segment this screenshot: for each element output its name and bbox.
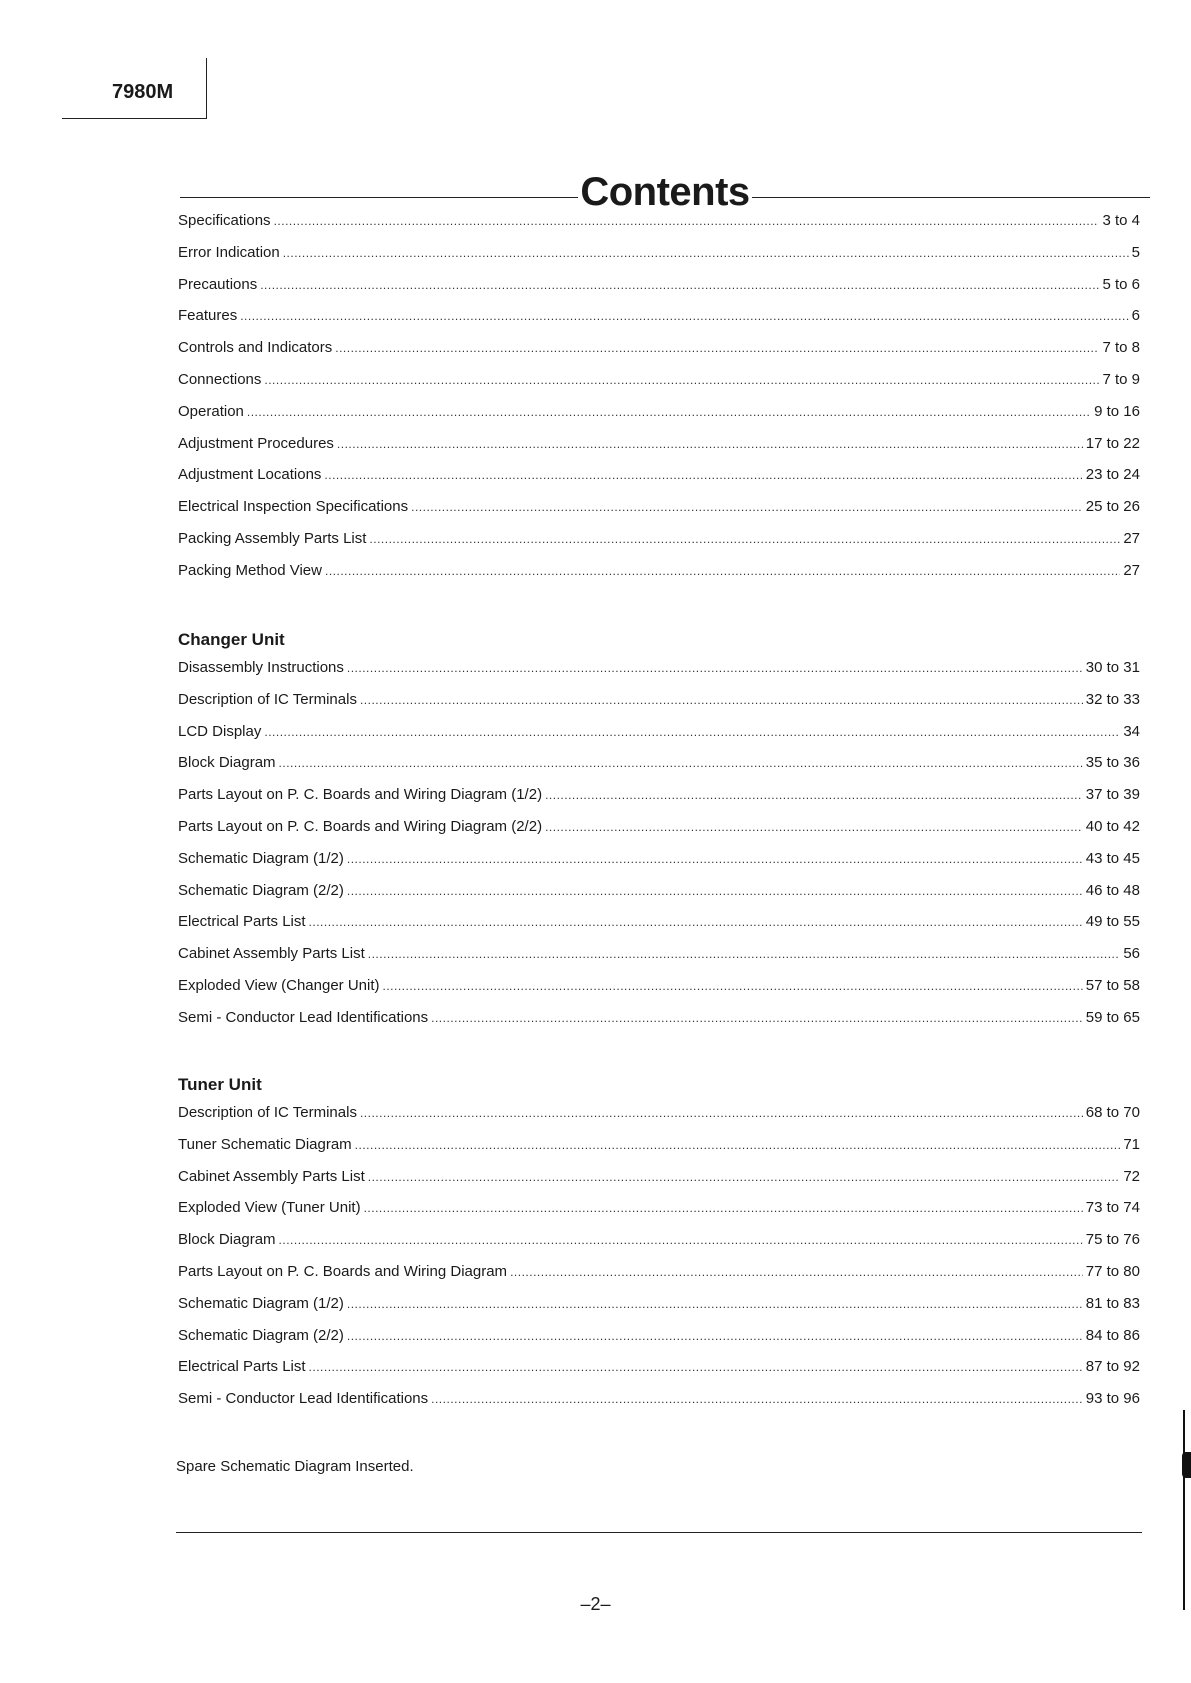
toc-entry-page: 49 to 55 — [1085, 913, 1140, 931]
toc-dot-leader — [283, 246, 1129, 260]
toc-entry-label: Schematic Diagram (1/2) — [178, 1294, 344, 1312]
title-rule-right — [752, 197, 1150, 198]
toc-entry-label: Controls and Indicators — [178, 339, 333, 357]
toc-entry — [178, 659, 1140, 691]
toc-entry — [178, 562, 1140, 594]
toc-main-list — [178, 212, 1140, 594]
toc-entry-label: Cabinet Assembly Parts List — [178, 945, 365, 963]
toc-entry — [178, 276, 1140, 308]
toc-dot-leader — [368, 947, 1121, 961]
toc-entry — [178, 1199, 1140, 1231]
toc-dot-leader — [360, 1106, 1083, 1120]
toc-entry-page: 7 to 8 — [1102, 339, 1140, 357]
toc-entry — [178, 754, 1140, 786]
toc-dot-leader — [279, 756, 1083, 770]
toc-entry-label: Operation — [178, 402, 244, 420]
toc-entry — [178, 1104, 1140, 1136]
toc-entry-label: Parts Layout on P. C. Boards and Wiring Diagram (2/2) — [178, 817, 543, 835]
toc-entry-label: Electrical Parts List — [178, 1358, 306, 1376]
toc-entry — [178, 1358, 1140, 1390]
toc-entry-page: 43 to 45 — [1085, 849, 1140, 867]
toc-entry-page: 37 to 39 — [1085, 786, 1140, 804]
toc-entry-page: 35 to 36 — [1085, 754, 1140, 772]
toc-entry-page: 93 to 96 — [1085, 1390, 1140, 1408]
toc-entry — [178, 244, 1140, 276]
toc-entry-page: 3 to 4 — [1102, 212, 1140, 229]
toc-entry — [178, 371, 1140, 403]
toc-dot-leader — [369, 532, 1120, 546]
toc-entry-label: Electrical Inspection Specifications — [178, 498, 409, 516]
scan-edge-blob — [1182, 1452, 1191, 1478]
toc-entry — [178, 1263, 1140, 1295]
contents-title-row — [180, 168, 1150, 216]
toc-entry-label: Exploded View (Changer Unit) — [178, 976, 380, 994]
toc-entry-label: Schematic Diagram (2/2) — [178, 1326, 344, 1344]
toc-dot-leader — [431, 1392, 1083, 1406]
toc-dot-leader — [368, 1170, 1121, 1184]
toc-dot-leader — [347, 884, 1083, 898]
toc-entry-label: Cabinet Assembly Parts List — [178, 1167, 365, 1185]
toc-entry-page: 68 to 70 — [1085, 1104, 1140, 1121]
toc-dot-leader — [360, 693, 1083, 707]
toc-dot-leader — [309, 915, 1083, 929]
toc-entry — [178, 723, 1140, 755]
toc-dot-leader — [264, 373, 1099, 387]
toc-dot-leader — [545, 788, 1083, 802]
toc-entry-label: Tuner Schematic Diagram — [178, 1135, 352, 1153]
toc-entry — [178, 403, 1140, 435]
toc-entry-page: 23 to 24 — [1085, 466, 1140, 484]
toc-entry — [178, 1168, 1140, 1200]
toc-entry-label: Adjustment Procedures — [178, 434, 334, 452]
toc-dot-leader — [364, 1201, 1083, 1215]
toc-entry — [178, 466, 1140, 498]
toc-entry-page: 57 to 58 — [1085, 976, 1140, 994]
toc-entry-label: Parts Layout on P. C. Boards and Wiring Diagram (1/2) — [178, 786, 543, 804]
model-box — [62, 58, 207, 119]
toc-dot-leader — [240, 309, 1128, 323]
spare-schematic-note: Spare Schematic Diagram Inserted. — [176, 1458, 414, 1475]
toc-dot-leader — [279, 1233, 1083, 1247]
toc-entry-label: Features — [178, 307, 238, 325]
toc-entry — [178, 1390, 1140, 1422]
page-number: –2– — [580, 1594, 611, 1614]
toc-entry-page: 9 to 16 — [1094, 402, 1140, 420]
toc-dot-leader — [347, 1297, 1083, 1311]
toc-dot-leader — [355, 1138, 1121, 1152]
toc-entry-label: Semi - Conductor Lead Identifications — [178, 1390, 429, 1408]
toc-entry-label: Packing Assembly Parts List — [178, 529, 367, 547]
toc-entry-label: Specifications — [178, 212, 271, 229]
toc-dot-leader — [335, 341, 1099, 355]
toc-dot-leader — [411, 500, 1083, 514]
toc-dot-leader — [309, 1360, 1083, 1374]
toc-dot-leader — [274, 214, 1100, 228]
toc-changer-unit-list — [178, 659, 1140, 1041]
toc-entry-page: 5 to 6 — [1102, 275, 1140, 293]
toc-entry-page: 27 — [1123, 529, 1140, 547]
toc-entry-label: Exploded View (Tuner Unit) — [178, 1199, 361, 1217]
toc-dot-leader — [325, 564, 1120, 578]
title-rule-left — [180, 197, 578, 198]
section-heading-tuner-unit: Tuner Unit — [178, 1075, 262, 1094]
toc-entry-label: Semi - Conductor Lead Identifications — [178, 1008, 429, 1026]
scan-edge-mark — [1183, 1410, 1191, 1610]
toc-dot-leader — [337, 437, 1083, 451]
toc-entry-page: 77 to 80 — [1085, 1262, 1140, 1280]
toc-entry-page: 73 to 74 — [1085, 1199, 1140, 1217]
toc-entry-page: 72 — [1123, 1167, 1140, 1185]
toc-entry — [178, 913, 1140, 945]
toc-entry-label: Block Diagram — [178, 1231, 276, 1249]
section-heading-changer-unit: Changer Unit — [178, 630, 285, 649]
toc-dot-leader — [431, 1011, 1083, 1025]
toc-entry — [178, 1327, 1140, 1359]
toc-dot-leader — [347, 852, 1083, 866]
toc-entry-label: Description of IC Terminals — [178, 1104, 357, 1121]
toc-entry-label: LCD Display — [178, 722, 262, 740]
toc-entry-page: 7 to 9 — [1102, 370, 1140, 388]
toc-entry-label: Packing Method View — [178, 561, 322, 579]
toc-entry-page: 5 — [1131, 243, 1140, 261]
toc-dot-leader — [545, 820, 1083, 834]
toc-dot-leader — [383, 979, 1083, 993]
toc-dot-leader — [260, 278, 1099, 292]
toc-entry-page: 30 to 31 — [1085, 659, 1140, 676]
toc-entry-page: 25 to 26 — [1085, 498, 1140, 516]
toc-dot-leader — [264, 725, 1120, 739]
toc-entry — [178, 818, 1140, 850]
toc-dot-leader — [510, 1265, 1083, 1279]
toc-entry-label: Schematic Diagram (2/2) — [178, 881, 344, 899]
toc-dot-leader — [347, 1329, 1083, 1343]
toc-entry-label: Electrical Parts List — [178, 913, 306, 931]
toc-entry — [178, 498, 1140, 530]
toc-entry-page: 87 to 92 — [1085, 1358, 1140, 1376]
toc-entry — [178, 1231, 1140, 1263]
toc-entry-label: Block Diagram — [178, 754, 276, 772]
toc-entry-label: Adjustment Locations — [178, 466, 322, 484]
toc-dot-leader — [247, 405, 1091, 419]
toc-entry-page: 34 — [1123, 722, 1140, 740]
toc-entry-page: 6 — [1131, 307, 1140, 325]
toc-entry-page: 46 to 48 — [1085, 881, 1140, 899]
toc-tuner-unit-list — [178, 1104, 1140, 1422]
toc-entry-page: 71 — [1123, 1135, 1140, 1153]
toc-entry — [178, 1136, 1140, 1168]
toc-entry — [178, 435, 1140, 467]
toc-entry — [178, 1009, 1140, 1041]
toc-entry-page: 84 to 86 — [1085, 1326, 1140, 1344]
toc-dot-leader — [324, 468, 1082, 482]
toc-entry — [178, 212, 1140, 244]
toc-entry-label: Parts Layout on P. C. Boards and Wiring Diagram — [178, 1262, 508, 1280]
toc-entry-label: Schematic Diagram (1/2) — [178, 849, 344, 867]
toc-dot-leader — [347, 661, 1083, 675]
model-number: 7980M — [112, 81, 174, 103]
toc-entry-page: 59 to 65 — [1085, 1008, 1140, 1026]
toc-entry — [178, 945, 1140, 977]
toc-entry-page: 75 to 76 — [1085, 1231, 1140, 1249]
toc-entry — [178, 786, 1140, 818]
toc-entry-label: Precautions — [178, 275, 258, 293]
toc-entry — [178, 977, 1140, 1009]
toc-entry-label: Connections — [178, 370, 262, 388]
toc-entry-label: Error Indication — [178, 243, 280, 261]
toc-entry-page: 40 to 42 — [1085, 817, 1140, 835]
toc-entry-page: 81 to 83 — [1085, 1294, 1140, 1312]
toc-entry-page: 32 to 33 — [1085, 690, 1140, 708]
toc-entry — [178, 850, 1140, 882]
toc-entry — [178, 882, 1140, 914]
toc-entry — [178, 339, 1140, 371]
toc-entry-label: Disassembly Instructions — [178, 659, 344, 676]
toc-entry — [178, 1295, 1140, 1327]
toc-entry — [178, 307, 1140, 339]
toc-entry-page: 56 — [1123, 945, 1140, 963]
toc-entry — [178, 530, 1140, 562]
toc-entry — [178, 691, 1140, 723]
bottom-rule — [176, 1532, 1142, 1533]
page-title: Contents — [580, 169, 750, 214]
toc-entry-label: Description of IC Terminals — [178, 690, 357, 708]
toc-entry-page: 17 to 22 — [1085, 434, 1140, 452]
toc-entry-page: 27 — [1123, 561, 1140, 579]
